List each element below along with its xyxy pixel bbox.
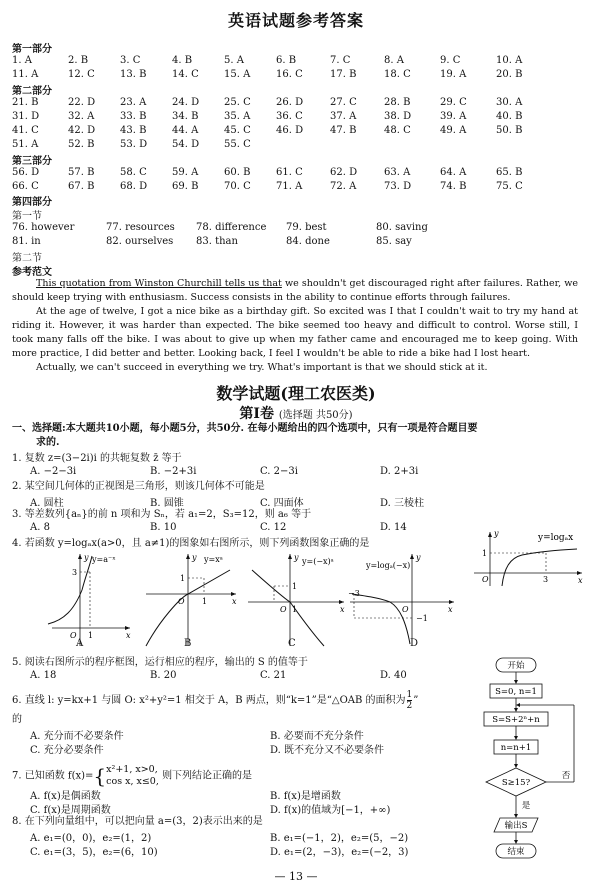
graph-d-label: y=logₐ(−x) <box>366 561 411 570</box>
graph-c <box>244 550 348 650</box>
answer-item: 17. B <box>330 69 357 80</box>
answer-item: 13. B <box>120 69 147 80</box>
q2-option-a: A. 圆柱 <box>30 498 64 509</box>
answer-item: 78. difference <box>196 222 267 233</box>
answer-item: 31. D <box>12 111 40 122</box>
q1-stem: 1. 复数 z=(3−2i)i 的共轭复数 z̄ 等于 <box>12 453 182 464</box>
answer-item: 11. A <box>12 69 39 80</box>
answer-item: 61. C <box>276 167 303 178</box>
graph-c-y: y <box>294 553 299 562</box>
answer-item: 14. C <box>172 69 199 80</box>
graph-b <box>140 550 240 650</box>
graph-a-y: y <box>84 553 89 562</box>
log-graph-three: 3 <box>543 575 549 584</box>
graph-a-origin: O <box>70 631 77 640</box>
answer-item: 4. B <box>172 55 193 66</box>
answer-item: 39. A <box>440 111 467 122</box>
answer-item: 84. done <box>286 236 330 247</box>
graph-b-option: B <box>184 638 192 649</box>
answer-item: 74. B <box>440 181 467 192</box>
volume-note: (选择题 共50分) <box>278 410 353 421</box>
answer-item: 75. C <box>496 181 523 192</box>
answer-item: 41. C <box>12 125 39 136</box>
flow-init: S=0, n=1 <box>495 687 537 697</box>
q5-option-c: C. 21 <box>260 670 287 681</box>
part4-section2: 第二节 <box>12 253 42 264</box>
graph-b-y: y <box>192 553 197 562</box>
q1-option-d: D. 2+3i <box>380 466 419 477</box>
q3-stem: 3. 等差数列{aₙ}的前 n 项和为 Sₙ，若 a₁=2，S₃=12，则 a₆ 等于 <box>12 509 312 520</box>
q7-option-a: A. f(x)是偶函数 <box>30 791 101 802</box>
answer-item: 2. B <box>68 55 89 66</box>
log-graph-one: 1 <box>482 549 488 558</box>
q6-option-c: C. 充分必要条件 <box>30 745 104 756</box>
answer-item: 80. saving <box>376 222 428 233</box>
english-answer-title: 英语试题参考答案 <box>227 11 364 30</box>
essay-paragraph-1 <box>12 277 578 305</box>
answer-item: 64. A <box>440 167 467 178</box>
graph-d-minus1: −1 <box>416 614 428 623</box>
q7-option-b: B. f(x)是增函数 <box>270 791 341 802</box>
answer-item: 27. C <box>330 97 357 108</box>
answer-item: 1. A <box>12 55 32 66</box>
flow-yes: 是 <box>521 801 531 811</box>
log-graph-x: x <box>578 576 583 585</box>
answer-item: 19. A <box>440 69 467 80</box>
q6-option-b: B. 必要而不充分条件 <box>270 731 364 742</box>
answer-item: 67. B <box>68 181 95 192</box>
q1-option-c: C. 2−3i <box>260 466 298 477</box>
graph-d <box>346 550 458 650</box>
answer-item: 25. C <box>224 97 251 108</box>
answer-item: 62. D <box>330 167 358 178</box>
answer-item: 63. A <box>384 167 411 178</box>
answer-item: 60. B <box>224 167 251 178</box>
log-graph-label: y=logₐx <box>538 533 574 543</box>
answer-item: 5. A <box>224 55 244 66</box>
answer-item: 33. B <box>120 111 147 122</box>
answer-item: 16. C <box>276 69 303 80</box>
q7-option-c: C. f(x)是周期函数 <box>30 805 111 816</box>
flow-end: 结束 <box>507 847 525 857</box>
flow-cond: S≥15? <box>501 778 531 788</box>
q8-option-d: D. e₁=(2，−3)，e₂=(−2，3) <box>270 847 409 858</box>
answer-item: 34. B <box>172 111 199 122</box>
answer-item: 30. A <box>496 97 523 108</box>
answer-item: 81. in <box>12 236 41 247</box>
graph-d-minus3: −3 <box>348 589 360 598</box>
q3-option-b: B. 10 <box>150 522 177 533</box>
answer-item: 73. D <box>384 181 412 192</box>
answer-item: 21. B <box>12 97 39 108</box>
flow-update: S=S+2ⁿ+n <box>492 715 540 725</box>
essay-heading: 参考范文 <box>12 267 52 278</box>
q3-option-c: C. 12 <box>260 522 287 533</box>
graph-b-one-x: 1 <box>202 597 208 606</box>
graph-c-label: y=(−x)ᵃ <box>302 557 334 566</box>
q5-option-a: A. 18 <box>30 670 57 681</box>
q4-stem: 4. 若函数 y=logₐx(a>0，且 a≠1)的图象如右图所示，则下列函数图象正确的是 <box>12 538 370 549</box>
q7-option-d: D. f(x)的值域为[−1，+∞) <box>270 805 391 816</box>
graph-a <box>44 550 134 650</box>
essay-body <box>12 277 578 375</box>
q7-case1: x²+1, x>0, <box>106 764 158 775</box>
answer-item: 6. B <box>276 55 297 66</box>
answer-item: 23. A <box>120 97 147 108</box>
graph-c-option: C <box>288 638 296 649</box>
volume-label: 第Ⅰ卷 <box>239 406 274 422</box>
q6-stem-end: ” <box>413 695 419 706</box>
program-flowchart <box>474 656 584 862</box>
essay-paragraph-3: Actually, we can't succeed in everything we try. What's important is that we should stick at it. <box>36 362 488 373</box>
answer-item: 82. ourselves <box>106 236 174 247</box>
q2-option-b: B. 圆锥 <box>150 498 184 509</box>
graph-c-one-y: 1 <box>292 582 298 591</box>
q6-option-a: A. 充分而不必要条件 <box>30 731 124 742</box>
answer-item: 43. B <box>120 125 147 136</box>
q6-fraction <box>407 690 413 711</box>
answer-item: 51. A <box>12 139 39 150</box>
essay-paragraph-2: At the age of twelve, I got a nice bike as a birthday gift. So excited was I that I couldn't wait to try my hand at riding it. However, it was harder than expected. The bike seemed too heavy and difficult to control. Worse still, I took many falls off the bike. I was about to give up when my father came and encouraged me to keep going. With more practice, I did better and better. Looking back, I feel I wouldn't be able to ride a bike had I lost heart. <box>12 306 578 359</box>
answer-item: 54. D <box>172 139 200 150</box>
answer-item: 76. however <box>12 222 75 233</box>
q6-option-d: D. 既不充分又不必要条件 <box>270 745 385 756</box>
answer-item: 42. D <box>68 125 96 136</box>
answer-item: 9. C <box>440 55 461 66</box>
q1-option-a: A. −2−3i <box>30 466 77 477</box>
graph-d-x: x <box>448 605 453 614</box>
q6-stem <box>12 690 418 711</box>
part3-heading: 第三部分 <box>12 156 52 167</box>
answer-item: 37. A <box>330 111 357 122</box>
answer-item: 28. B <box>384 97 411 108</box>
part4-heading: 第四部分 <box>12 197 52 208</box>
answer-item: 32. A <box>68 111 95 122</box>
q7-stem-text: 7. 已知函数 f(x)= <box>12 770 94 782</box>
answer-item: 49. A <box>440 125 467 136</box>
answer-item: 40. B <box>496 111 523 122</box>
answer-item: 58. C <box>120 167 147 178</box>
q7-brace: { <box>93 764 107 788</box>
q2-option-d: D. 三棱柱 <box>380 498 425 509</box>
q8-option-a: A. e₁=(0，0)，e₂=(1，2) <box>30 833 152 844</box>
flow-output: 输出S <box>504 821 528 831</box>
graph-a-x: x <box>126 631 131 640</box>
q8-option-c: C. e₁=(3，5)，e₂=(6，10) <box>30 847 158 858</box>
answer-item: 18. C <box>384 69 411 80</box>
graph-a-label: y=a⁻ˣ <box>92 555 116 564</box>
q5-option-d: D. 40 <box>380 670 407 681</box>
graph-c-one-x: 1 <box>292 605 298 614</box>
answer-item: 47. B <box>330 125 357 136</box>
answer-item: 69. B <box>172 181 199 192</box>
log-graph-origin: O <box>482 575 489 584</box>
graph-b-label: y=xᵃ <box>204 555 223 564</box>
graph-d-origin: O <box>402 605 409 614</box>
flow-start: 开始 <box>507 661 525 671</box>
log-graph-y: y <box>494 529 499 538</box>
graph-a-option: A <box>76 638 84 649</box>
answer-item: 55. C <box>224 139 251 150</box>
answer-item: 46. D <box>276 125 304 136</box>
graph-a-three: 3 <box>72 568 78 577</box>
answer-item: 53. D <box>120 139 148 150</box>
part4-section1: 第一节 <box>12 211 42 222</box>
graph-d-option: D <box>410 638 419 649</box>
answer-item: 68. D <box>120 181 148 192</box>
graph-b-one-y: 1 <box>180 574 186 583</box>
answer-item: 3. C <box>120 55 141 66</box>
q1-option-b: B. −2+3i <box>150 466 197 477</box>
graph-c-origin: O <box>280 605 287 614</box>
answer-item: 29. C <box>440 97 467 108</box>
answer-item: 52. B <box>68 139 95 150</box>
q6-fraction-den: 2 <box>406 701 413 711</box>
answer-item: 48. C <box>384 125 411 136</box>
answer-item: 15. A <box>224 69 251 80</box>
q6-fraction-num: 1 <box>406 690 413 700</box>
answer-item: 59. A <box>172 167 199 178</box>
answer-item: 70. C <box>224 181 251 192</box>
answer-item: 35. A <box>224 111 251 122</box>
section-one-instructions: 一、选择题:本大题共10小题，每小题5分，共50分. 在每小题给出的四个选项中，只有一项是符合题目要 <box>12 423 478 434</box>
answer-item: 72. A <box>330 181 357 192</box>
q3-option-a: A. 8 <box>30 522 50 533</box>
q2-option-c: C. 四面体 <box>260 498 304 509</box>
answer-item: 85. say <box>376 236 412 247</box>
answer-item: 56. D <box>12 167 40 178</box>
q5-stem: 5. 阅读右图所示的程序框图，运行相应的程序，输出的 S 的值等于 <box>12 657 308 668</box>
q8-stem: 8. 在下列向量组中，可以把向量 a=(3，2)表示出来的是 <box>12 816 263 827</box>
answer-item: 66. C <box>12 181 39 192</box>
q7-stem <box>12 764 252 788</box>
graph-a-one: 1 <box>88 631 94 640</box>
flow-no: 否 <box>561 771 571 781</box>
flow-inc: n=n+1 <box>500 743 532 753</box>
math-title: 数学试题(理工农医类) <box>216 384 376 403</box>
answer-item: 22. D <box>68 97 96 108</box>
answer-item: 24. D <box>172 97 200 108</box>
answer-item: 45. C <box>224 125 251 136</box>
q7-case2: cos x, x≤0, <box>106 776 159 787</box>
essay-p1-rest: we shouldn't get discouraged right after failures. Rather, we should keep trying with enthusiasm. Success consists in the ability to continue efforts through failures. <box>12 278 579 303</box>
part1-heading: 第一部分 <box>12 44 52 55</box>
q6-stem-text: 6. 直线 l: y=kx+1 与圆 O: x²+y²=1 相交于 A，B 两点，则“k=1”是“△OAB 的面积为 <box>12 695 406 706</box>
graph-c-x: x <box>340 605 345 614</box>
answer-item: 79. best <box>286 222 327 233</box>
part2-heading: 第二部分 <box>12 86 52 97</box>
section-one-instructions-cont: 求的. <box>36 437 60 448</box>
answer-item: 10. A <box>496 55 523 66</box>
answer-item: 7. C <box>330 55 351 66</box>
answer-item: 38. D <box>384 111 412 122</box>
essay-quote-phrase: This quotation from Winston Churchill tells us that <box>36 278 282 289</box>
answer-item: 71. A <box>276 181 303 192</box>
answer-item: 83. than <box>196 236 238 247</box>
page-number: — 13 — <box>274 870 318 883</box>
q8-option-b: B. e₁=(−1，2)，e₂=(5，−2) <box>270 833 409 844</box>
q2-stem: 2. 某空间几何体的正视图是三角形，则该几何体不可能是 <box>12 481 265 492</box>
volume-title <box>0 403 592 423</box>
q3-option-d: D. 14 <box>380 522 407 533</box>
q5-option-b: B. 20 <box>150 670 177 681</box>
answer-item: 36. C <box>276 111 303 122</box>
answer-item: 44. A <box>172 125 199 136</box>
log-function-graph <box>462 528 588 588</box>
answer-item: 57. B <box>68 167 95 178</box>
graph-d-y: y <box>416 553 421 562</box>
answer-item: 12. C <box>68 69 95 80</box>
graph-b-origin: O <box>178 597 185 606</box>
answer-item: 8. A <box>384 55 404 66</box>
q7-cases <box>106 764 159 788</box>
answer-item: 20. B <box>496 69 523 80</box>
answer-item: 65. B <box>496 167 523 178</box>
graph-b-x: x <box>232 597 237 606</box>
answer-item: 26. D <box>276 97 304 108</box>
answer-item: 77. resources <box>106 222 175 233</box>
q7-stem-end: 则下列结论正确的是 <box>162 770 253 782</box>
answer-item: 50. B <box>496 125 523 136</box>
q6-cont: 的 <box>12 714 22 725</box>
